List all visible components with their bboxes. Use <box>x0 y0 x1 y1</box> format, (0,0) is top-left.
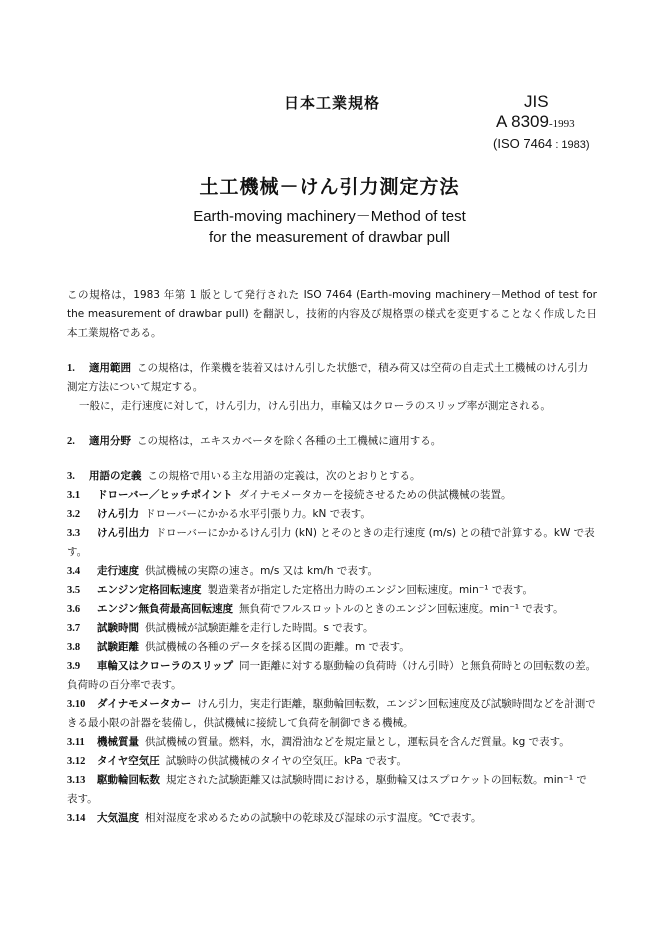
term-name: ダイナモメータカー <box>97 698 192 710</box>
term-name: 試験距離 <box>97 641 139 653</box>
section-number: 1. <box>67 363 75 374</box>
term-item <box>67 695 597 733</box>
term-definition: 製造業者が指定した定格出力時のエンジン回転速度。min⁻¹ で表す。 <box>207 584 534 596</box>
standard-code: A 8309 <box>496 112 549 131</box>
term-item <box>67 486 597 505</box>
term-number: 3.4 <box>67 566 81 577</box>
term-number: 3.14 <box>67 813 86 824</box>
term-item <box>67 771 597 809</box>
section-1-continuation <box>67 397 597 416</box>
term-number: 3.5 <box>67 585 81 596</box>
term-item <box>67 581 597 600</box>
term-number: 3.9 <box>67 661 81 672</box>
section-heading: 適用範囲 <box>89 362 131 374</box>
term-name: 機械質量 <box>97 736 139 748</box>
term-name: 走行速度 <box>97 565 139 577</box>
standard-year: -1993 <box>548 118 575 130</box>
term-definition: 同一距離に対する駆動輪の負荷時（けん引時）と無負荷時との回転数の差。負荷時の百分率で表す。 <box>67 660 597 691</box>
term-definition: 供試機械の質量。燃料，水，潤滑油などを規定量とし，運転員を含んだ質量。kg で表す。 <box>145 736 570 748</box>
standard-org-name: 日本工業規格 <box>284 94 381 112</box>
title-japanese: 土工機械－けん引力測定方法 <box>199 176 460 198</box>
term-definition: ドローバーにかかるけん引力 (kN) とそのときの走行速度 (m/s) との積で計算する。kW で表す。 <box>67 527 595 558</box>
term-name: けん引力 <box>97 508 139 520</box>
term-definition: ドローバーにかかる水平引張り力。kN で表す。 <box>145 508 371 520</box>
section-1 <box>67 359 597 397</box>
term-definition: ダイナモメータカーを接続させるための供試機械の装置。 <box>238 489 512 501</box>
term-number: 3.7 <box>67 623 81 634</box>
term-number: 3.2 <box>67 509 81 520</box>
document-body <box>67 286 597 828</box>
term-number: 3.11 <box>67 737 85 748</box>
title-english-line2: for the measurement of drawbar pull <box>209 229 450 246</box>
iso-reference <box>493 136 590 151</box>
term-name: 車輪又はクローラのスリップ <box>97 660 234 672</box>
term-definition: 供試機械が試験距離を走行した時間。s で表す。 <box>145 622 374 634</box>
standard-number <box>496 112 575 132</box>
section-text: この規格は，作業機を装着又はけん引した状態で，積み荷又は空荷の自走式土工機械のけん引力測定方法について規定する。 <box>67 362 589 393</box>
term-number: 3.12 <box>67 756 86 767</box>
term-name: エンジン無負荷最高回転速度 <box>97 603 233 615</box>
section-text: この規格で用いる主な用語の定義は，次のとおりとする。 <box>147 470 421 482</box>
term-item <box>67 562 597 581</box>
iso-code: (ISO 7464 <box>493 136 553 151</box>
term-definition: 試験時の供試機械のタイヤの空気圧。kPa で表す。 <box>165 755 407 767</box>
section-3 <box>67 467 597 486</box>
term-name: エンジン定格回転速度 <box>97 584 202 596</box>
term-name: けん引出力 <box>97 527 150 539</box>
title-english <box>0 206 659 248</box>
term-item <box>67 657 597 695</box>
term-definition: けん引力，実走行距離，駆動輪回転数，エンジン回転速度及び試験時間などを計測できる最小限の計器を装備し，供試機械に接続して負荷を制御できる機械。 <box>67 698 596 729</box>
term-item <box>67 600 597 619</box>
section-2 <box>67 432 597 451</box>
term-number: 3.3 <box>67 528 81 539</box>
section-heading: 適用分野 <box>89 435 131 447</box>
term-number: 3.6 <box>67 604 81 615</box>
term-name: 駆動輪回転数 <box>97 774 160 786</box>
jis-label: JIS <box>524 92 549 111</box>
intro-paragraph: この規格は，1983 年第 1 版として発行された ISO 7464 (Earth-moving machinery－Method of test for the measurement of drawbar pull) を翻訳し，技術的内容及び規格票の様式を変更することなく作成した日本工業規格である。 <box>67 289 597 339</box>
term-definition: 規定された試験距離又は試験時間における，駆動輪又はスプロケットの回転数。min⁻¹ で表す。 <box>67 774 587 805</box>
term-definition: 無負荷でフルスロットルのときのエンジン回転速度。min⁻¹ で表す。 <box>238 603 564 615</box>
title-english-line1: Earth-moving machinery－Method of test <box>193 208 466 225</box>
section-number: 3. <box>67 471 75 482</box>
term-number: 3.1 <box>67 490 81 501</box>
term-item <box>67 733 597 752</box>
term-item <box>67 505 597 524</box>
term-item <box>67 619 597 638</box>
term-name: ドローバー／ヒッチポイント <box>97 489 233 501</box>
term-name: 大気温度 <box>97 812 139 824</box>
term-definition: 相対湿度を求めるための試験中の乾球及び湿球の示す温度。℃で表す。 <box>145 812 482 824</box>
term-item <box>67 638 597 657</box>
term-number: 3.13 <box>67 775 86 786</box>
section-number: 2. <box>67 436 75 447</box>
term-definition: 供試機械の実際の速さ。m/s 又は km/h で表す。 <box>145 565 378 577</box>
term-item <box>67 524 597 562</box>
section-text: この規格は，エキスカベータを除く各種の土工機械に適用する。 <box>137 435 442 447</box>
term-list <box>67 486 597 828</box>
term-number: 3.10 <box>67 699 86 710</box>
term-definition: 供試機械の各種のデータを採る区間の距離。m で表す。 <box>145 641 410 653</box>
section-heading: 用語の定義 <box>89 470 142 482</box>
iso-year: : 1983) <box>552 139 590 151</box>
term-name: タイヤ空気圧 <box>97 755 160 767</box>
term-item <box>67 752 597 771</box>
term-number: 3.8 <box>67 642 81 653</box>
term-item <box>67 809 597 828</box>
term-name: 試験時間 <box>97 622 139 634</box>
section-continuation: 一般に，走行速度に対して，けん引力，けん引出力，車輪又はクローラのスリップ率が測定される。 <box>79 400 551 412</box>
